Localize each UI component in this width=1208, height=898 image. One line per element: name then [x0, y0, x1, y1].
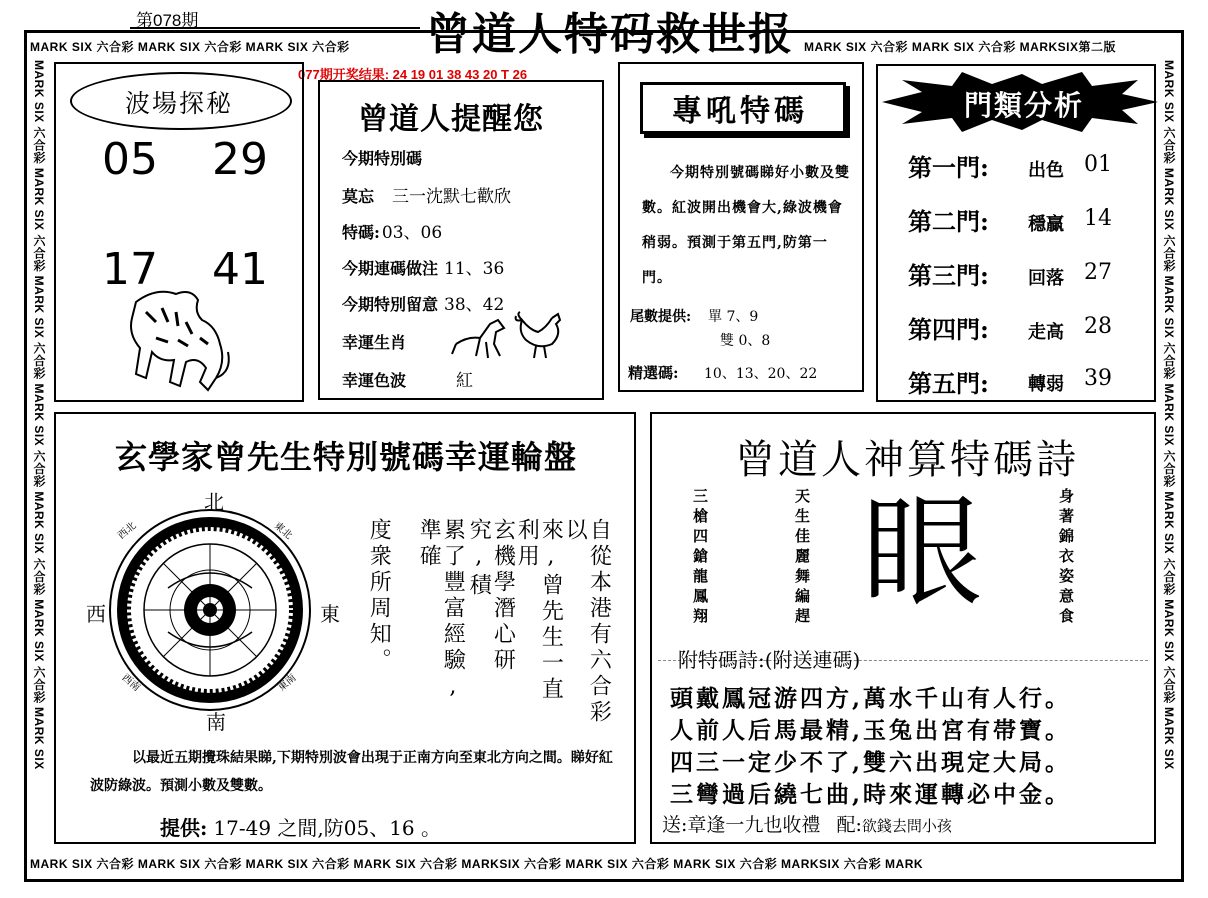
poem-big-character: 眼: [862, 484, 982, 623]
door-row-3-label: 第三門:: [908, 261, 989, 290]
wheel-column-3: 玄機學潛心研究,積: [466, 518, 516, 674]
doors-panel: [876, 64, 1156, 402]
special-title: 專吼特碼: [672, 94, 808, 129]
tail-single: 單 7、9: [708, 309, 759, 325]
door-row-3-num: 27: [1084, 260, 1112, 285]
issue-number: 第078期: [136, 11, 199, 30]
special-text: 今期特別號碼睇好小數及雙數。紅波開出機會大,綠波機會稍弱。預測于第五門,防第一門。: [642, 165, 850, 286]
wave-number-3: 17: [102, 244, 158, 295]
door-row-4-label: 第四門:: [908, 315, 989, 344]
poem-line-1: 頭戴鳳冠游四方,萬水千山有人行。: [670, 685, 1072, 712]
band-bottom: MARK SIX 六合彩 MARK SIX 六合彩 MARK SIX 六合彩 MARK SIX 六合彩 MARKSIX 六合彩 MARK SIX 六合彩 MARK SIX 六合彩 MARKSIX 六合彩 MARK: [30, 857, 924, 871]
pei-value: 欲錢去問小孩: [861, 817, 952, 835]
reminder-value: 03、06: [381, 223, 443, 243]
pei-label: 配:: [836, 814, 862, 836]
reminder-label: 幸運色波: [342, 371, 407, 390]
horse-icon: [450, 314, 510, 360]
reminder-label: 今期特別碼: [342, 149, 423, 168]
door-row-5-num: 39: [1084, 366, 1112, 391]
send-value: 章逢一九也收禮: [687, 814, 821, 836]
wheel-northeast: 東北: [271, 520, 294, 542]
page-title: 曾道人特码救世报: [426, 9, 794, 60]
reminder-row-4: [342, 254, 504, 279]
wave-number-4: 41: [212, 244, 268, 295]
door-row-4-num: 28: [1084, 314, 1112, 339]
poem-line-2: 人前人后馬最精,玉兔出宮有帯寶。: [670, 717, 1072, 744]
wheel-west: 西: [86, 602, 106, 626]
wheel-provide-line: [160, 812, 441, 841]
poem-column-2: 天生佳麗舞編趕: [793, 488, 811, 628]
door-row-5-label: 第五門:: [908, 369, 989, 398]
door-row-2-num: 14: [1084, 206, 1112, 231]
poem-attach: 附特碼詩:(附送連碼): [678, 648, 861, 672]
wheel-south: 南: [206, 710, 226, 734]
band-left-side: MARK SIX 六合彩 MARK SIX 六合彩 MARK SIX 六合彩 MARK SIX 六合彩 MARK SIX 六合彩 MARK SIX 六合彩 MARK SIX: [32, 60, 46, 770]
provide-label: 提供:: [160, 816, 208, 840]
poem-line-3: 四三一定少不了,雙六出現定大局。: [670, 749, 1072, 776]
reminder-label: 特碼:: [342, 223, 380, 242]
poem-column-1: 三槍四鎗龍鳳翔: [691, 488, 709, 628]
band-top-right: MARK SIX 六合彩 MARK SIX 六合彩 MARKSIX第二版: [804, 40, 1117, 54]
provide-value: 17-49 之間,防05、16 。: [213, 816, 442, 840]
reminder-value: 38、42: [444, 295, 505, 315]
door-row-1-desc: 出色: [1028, 160, 1064, 181]
tiger-illustration: [116, 282, 236, 397]
reminder-row-5: [342, 290, 504, 315]
reminder-value: 三一沈默七歡欣: [392, 187, 512, 207]
door-row-1-label: 第一門:: [908, 153, 989, 182]
reminder-row-6: [342, 330, 406, 353]
door-row-5-desc: 轉弱: [1028, 374, 1064, 395]
reminder-row-7: [342, 366, 473, 391]
reminder-label: 今期連碼做注: [342, 259, 439, 278]
door-row-2-desc: 穩贏: [1028, 214, 1064, 235]
issue-underline: [130, 27, 420, 29]
poem-panel: [650, 412, 1156, 844]
wave-title: 波場探秘: [124, 89, 233, 118]
reminder-panel: [318, 80, 604, 400]
rooster-icon: [512, 310, 568, 362]
select-label: 精選碼:: [628, 364, 679, 382]
wheel-southeast: 東南: [276, 672, 299, 694]
door-row-3-desc: 回落: [1028, 268, 1064, 289]
reminder-label: 幸運生肖: [342, 333, 407, 352]
door-row-4-desc: 走高: [1028, 322, 1064, 343]
reminder-value: 11、36: [444, 259, 505, 279]
poem-line-4: 三彎過后繞七曲,時來運轉必中金。: [670, 781, 1072, 808]
special-panel: [618, 62, 864, 392]
band-right-side: MARK SIX 六合彩 MARK SIX 六合彩 MARK SIX 六合彩 MARK SIX 六合彩 MARK SIX 六合彩 MARK SIX 六合彩 MARK SIX: [1162, 60, 1176, 770]
poem-title: 曾道人神算特碼詩: [735, 437, 1079, 483]
door-row-1-num: 01: [1084, 152, 1112, 177]
draw-result-line: 077期开奖结果: 24 19 01 38 43 20 T 26: [298, 67, 528, 82]
tail-label: 尾數提供:: [630, 309, 692, 325]
band-top-left: MARK SIX 六合彩 MARK SIX 六合彩 MARK SIX 六合彩: [30, 40, 350, 54]
poem-column-3: 身著錦衣姿意食: [1057, 488, 1075, 628]
wheel-southwest: 西南: [119, 672, 142, 694]
wheel-column-5: 度衆所周知。: [366, 518, 392, 674]
wheel-column-4: 累了豐富經驗,準確: [416, 518, 466, 703]
wave-panel: [54, 62, 304, 402]
send-label: 送:: [662, 814, 688, 836]
wheel-column-1: 自從本港有六合彩以: [562, 518, 612, 726]
reminder-label: 莫忘: [342, 187, 375, 206]
poem-send-line: [662, 810, 952, 837]
wheel-north: 北: [204, 490, 224, 514]
wheel-title: 玄學家曾先生特別號碼幸運輪盤: [114, 438, 577, 476]
wheel-panel: [54, 412, 636, 844]
reminder-label: 今期特別留意: [342, 295, 439, 314]
doors-title: 門類分析: [963, 89, 1084, 122]
door-row-2-label: 第二門:: [908, 207, 989, 236]
reminder-value: 紅: [456, 371, 474, 391]
wave-number-2: 29: [212, 134, 268, 185]
wheel-column-2: 來,曾先生一直利用: [514, 518, 564, 703]
wheel-east: 東: [320, 602, 340, 626]
tail-double: 雙 0、8: [720, 333, 771, 349]
wheel-description: 以最近五期攪珠結果睇,下期特別波會出現于正南方向至東北方向之間。睇好紅波防綠波。預測小數及雙數。: [90, 750, 613, 794]
reminder-row-1: [342, 146, 422, 169]
reminder-title: 曾道人提醒您: [358, 102, 544, 137]
wheel-northwest: 西北: [116, 520, 139, 542]
reminder-row-3: [342, 218, 442, 243]
wave-number-1: 05: [102, 134, 158, 185]
select-value: 10、13、20、22: [704, 366, 818, 382]
reminder-row-2: [342, 182, 511, 207]
